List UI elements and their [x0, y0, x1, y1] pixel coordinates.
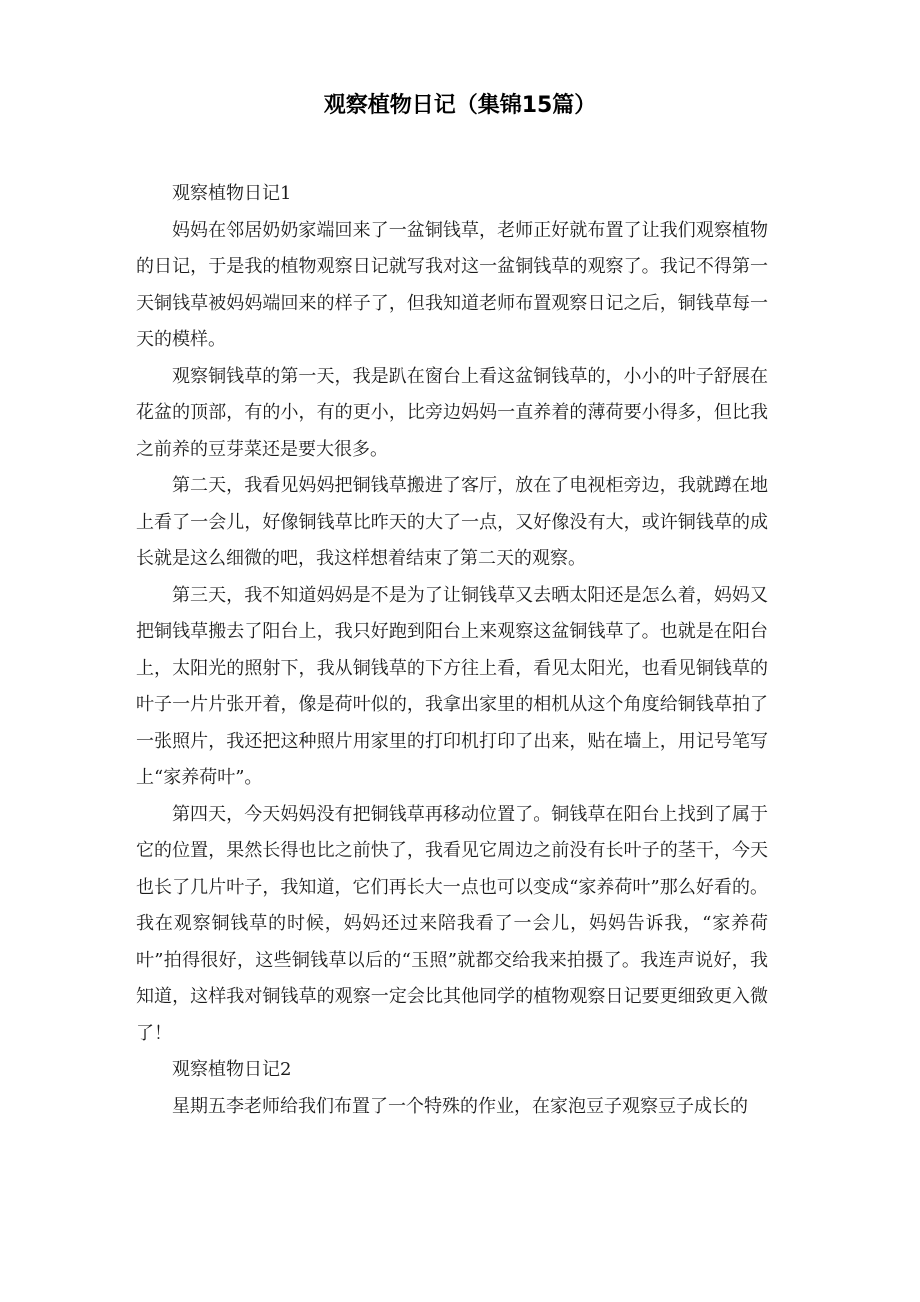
- paragraph: 观察铜钱草的第一天，我是趴在窗台上看这盆铜钱草的，小小的叶子舒展在花盆的顶部，有的小，有的更小，比旁边妈妈一直养着的薄荷要小得多，但比我之前养的豆芽菜还是要大很多。: [136, 365, 768, 460]
- paragraph: 第四天，今天妈妈没有把铜钱草再移动位置了。铜钱草在阳台上找到了属于它的位置，果然长得也比之前快了，我看见它周边之前没有长叶子的茎干，今天也长了几片叶子，我知道，它们再长大一点也可以变成“家养荷叶”那么好看的。我在观察铜钱草的时候，妈妈还过来陪我看了一会儿，妈妈告诉我，“家养荷叶”拍得很好，这些铜钱草以后的“玉照”就都交给我来拍摄了。我连声说好，我知道，这样我对铜钱草的观察一定会比其他同学的植物观察日记要更细致更入微了！: [136, 803, 768, 1044]
- paragraph: 星期五李老师给我们布置了一个特殊的作业，在家泡豆子观察豆子成长的: [172, 1095, 748, 1117]
- section-heading: 观察植物日记1: [172, 183, 292, 204]
- paragraph: 妈妈在邻居奶奶家端回来了一盆铜钱草，老师正好就布置了让我们观察植物的日记，于是我的植物观察日记就写我对这一盆铜钱草的观察了。我记不得第一天铜钱草被妈妈端回来的样子了，但我知道老师布置观察日记之后，铜钱草每一天的模样。: [136, 219, 768, 350]
- section-heading: 观察植物日记2: [172, 1059, 292, 1080]
- document-title: 观察植物日记（集锦15篇）: [323, 93, 597, 118]
- document-body: [136, 176, 768, 1125]
- paragraph: 第二天，我看见妈妈把铜钱草搬进了客厅，放在了电视柜旁边，我就蹲在地上看了一会儿，好像铜钱草比昨天的大了一点，又好像没有大，或许铜钱草的成长就是这么细微的吧，我这样想着结束了第二天的观察。: [136, 475, 768, 569]
- paragraph: 第三天，我不知道妈妈是不是为了让铜钱草又去晒太阳还是怎么着，妈妈又把铜钱草搬去了阳台上，我只好跑到阳台上来观察这盆铜钱草了。也就是在阳台上，太阳光的照射下，我从铜钱草的下方往上看，看见太阳光，也看见铜钱草的叶子一片片张开着，像是荷叶似的，我拿出家里的相机从这个角度给铜钱草拍了一张照片，我还把这种照片用家里的打印机打印了出来，贴在墙上，用记号笔写上“家养荷叶”。: [136, 584, 768, 788]
